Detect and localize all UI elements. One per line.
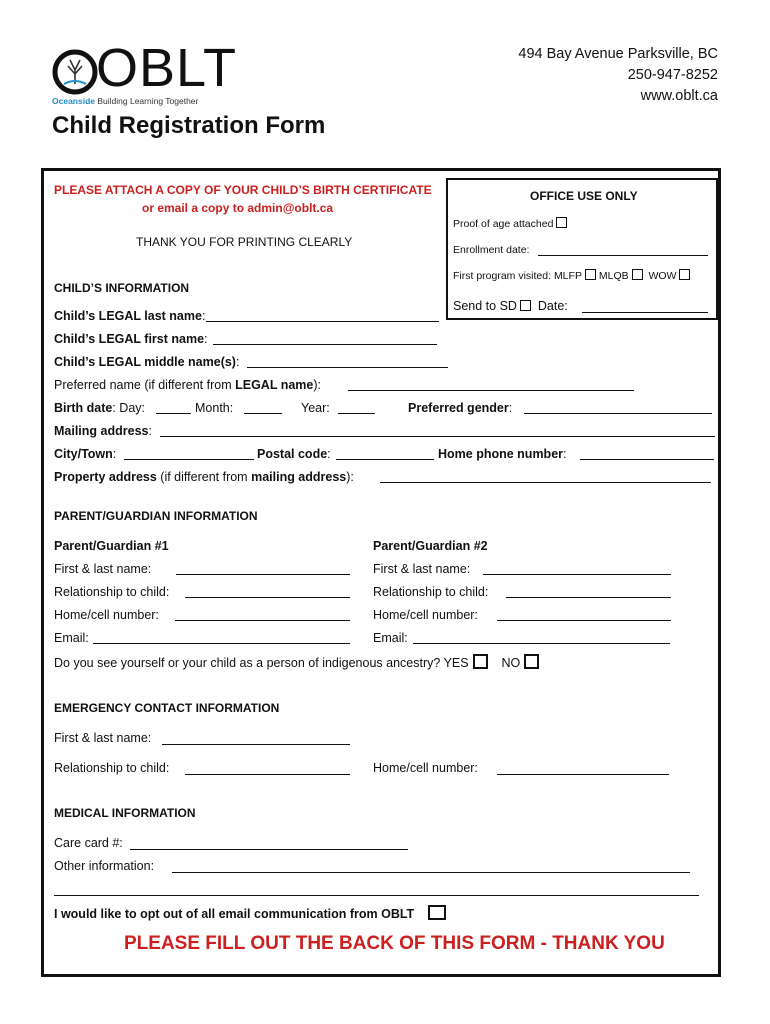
home-phone-field[interactable]	[580, 459, 714, 460]
email-notice: or email a copy to admin@oblt.ca	[142, 201, 334, 215]
email-optout: I would like to opt out of all email communication from OBLT	[54, 905, 446, 922]
mailing-address-field[interactable]	[160, 436, 715, 437]
address-line: 494 Bay Avenue Parksville, BC	[518, 46, 718, 62]
preferred-gender-field[interactable]	[524, 413, 712, 414]
enrollment-date-label: Enrollment date:	[453, 244, 530, 256]
guardian2-name-field[interactable]	[483, 574, 671, 575]
guardian1-heading: Parent/Guardian #1	[54, 539, 169, 553]
guardian2-relationship-label: Relationship to child:	[373, 585, 489, 599]
email-optout-checkbox[interactable]	[428, 905, 446, 920]
birth-year-label: Year:	[301, 401, 330, 415]
guardian2-relationship-field[interactable]	[506, 597, 671, 598]
birth-month-field[interactable]	[244, 413, 282, 414]
emergency-name-label: First & last name:	[54, 731, 152, 745]
mlfp-checkbox[interactable]	[585, 269, 596, 280]
office-date-field[interactable]	[582, 312, 708, 313]
footer-notice: PLEASE FILL OUT THE BACK OF THIS FORM - THANK YOU	[124, 933, 665, 954]
proof-checkbox[interactable]	[556, 217, 567, 228]
indigenous-question: Do you see yourself or your child as a person of indigenous ancestry? YES NO	[54, 654, 539, 671]
care-card-field[interactable]	[130, 849, 408, 850]
birth-year-field[interactable]	[338, 413, 375, 414]
guardian1-name-label: First & last name:	[54, 562, 152, 576]
preferred-name-field[interactable]	[348, 390, 634, 391]
print-clearly-note: THANK YOU FOR PRINTING CLEARLY	[136, 235, 353, 249]
guardian1-relationship-field[interactable]	[185, 597, 350, 598]
page-title: Child Registration Form	[52, 112, 326, 139]
child-first-name-label: Child’s LEGAL first name:	[54, 332, 208, 346]
medical-heading: MEDICAL INFORMATION	[54, 806, 196, 820]
guardian1-email-field[interactable]	[93, 643, 350, 644]
child-middle-name-label: Child’s LEGAL middle name(s):	[54, 355, 240, 369]
emergency-heading: EMERGENCY CONTACT INFORMATION	[54, 701, 280, 715]
postal-code-field[interactable]	[336, 459, 434, 460]
first-program: First program visited: MLFP MLQB WOW	[453, 268, 690, 284]
birth-day-field[interactable]	[156, 413, 191, 414]
office-use-title: OFFICE USE ONLY	[530, 189, 638, 203]
indigenous-no-checkbox[interactable]	[524, 654, 539, 669]
emergency-phone-field[interactable]	[497, 774, 669, 775]
guardian1-name-field[interactable]	[176, 574, 350, 575]
mlqb-checkbox[interactable]	[632, 269, 643, 280]
send-to-sd: Send to SD Date:	[453, 299, 568, 313]
guardian2-phone-field[interactable]	[497, 620, 671, 621]
emergency-phone-label: Home/cell number:	[373, 761, 478, 775]
emergency-relationship-label: Relationship to child:	[54, 761, 170, 775]
contact-address	[518, 44, 718, 107]
guardian-heading: PARENT/GUARDIAN INFORMATION	[54, 509, 258, 523]
home-phone-label: Home phone number:	[438, 447, 567, 461]
child-middle-name-field[interactable]	[247, 367, 448, 368]
other-info-field[interactable]	[172, 872, 690, 873]
mailing-address-label: Mailing address:	[54, 424, 152, 438]
logo-wordmark: OBLT	[96, 38, 238, 98]
property-address-label: Property address (if different from mailing address):	[54, 470, 354, 484]
child-info-heading: CHILD’S INFORMATION	[54, 281, 190, 295]
indigenous-yes-checkbox[interactable]	[473, 654, 488, 669]
phone-number: 250-947-8252	[627, 67, 718, 83]
proof-of-age: Proof of age attached	[453, 216, 567, 232]
other-info-field-line2[interactable]	[54, 895, 699, 896]
guardian2-name-label: First & last name:	[373, 562, 471, 576]
postal-code-label: Postal code:	[257, 447, 331, 461]
guardian1-email-label: Email:	[54, 631, 89, 645]
guardian1-phone-label: Home/cell number:	[54, 608, 159, 622]
city-label: City/Town:	[54, 447, 117, 461]
send-to-sd-checkbox[interactable]	[520, 300, 531, 311]
logo-tagline: Oceanside Building Learning Together	[52, 96, 199, 106]
birth-date-label: Birth date: Day:	[54, 401, 145, 415]
guardian1-relationship-label: Relationship to child:	[54, 585, 170, 599]
birth-certificate-notice: PLEASE ATTACH A COPY OF YOUR CHILD’S BIRTH CERTIFICATE	[54, 183, 432, 197]
enrollment-date-field[interactable]	[538, 255, 708, 256]
preferred-gender-label: Preferred gender:	[408, 401, 513, 415]
child-last-name-field[interactable]	[206, 321, 439, 322]
child-first-name-field[interactable]	[213, 344, 437, 345]
property-address-field[interactable]	[380, 482, 711, 483]
child-last-name-label: Child’s LEGAL last name:	[54, 309, 206, 323]
emergency-name-field[interactable]	[162, 744, 350, 745]
guardian2-email-label: Email:	[373, 631, 408, 645]
website[interactable]: www.oblt.ca	[640, 88, 718, 104]
preferred-name-label: Preferred name (if different from LEGAL name):	[54, 378, 321, 392]
guardian2-heading: Parent/Guardian #2	[373, 539, 488, 553]
birth-month-label: Month:	[195, 401, 234, 415]
care-card-label: Care card #:	[54, 836, 123, 850]
guardian2-email-field[interactable]	[413, 643, 670, 644]
city-field[interactable]	[124, 459, 254, 460]
wow-checkbox[interactable]	[679, 269, 690, 280]
guardian2-phone-label: Home/cell number:	[373, 608, 478, 622]
emergency-relationship-field[interactable]	[185, 774, 350, 775]
other-info-label: Other information:	[54, 859, 155, 873]
guardian1-phone-field[interactable]	[175, 620, 350, 621]
